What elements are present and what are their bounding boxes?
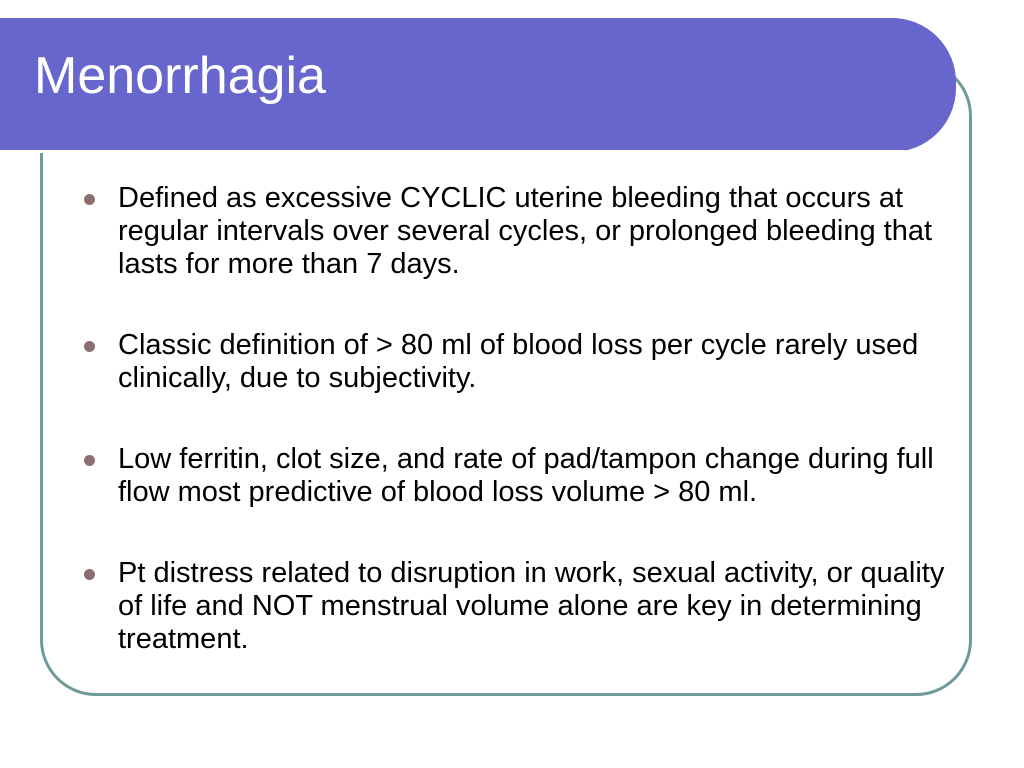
bullet-text: Defined as excessive CYCLIC uterine bleeding that occurs at regular intervals over several cycles, or prolonged bleeding that lasts for more than 7 days. [118, 182, 933, 280]
bullet-text: Low ferritin, clot size, and rate of pad/tampon change during full flow most predictive of blood loss volume > 80 ml. [118, 443, 934, 508]
bullet-item-3 [84, 443, 954, 509]
bullet-dot-icon [84, 455, 95, 466]
bullet-dot-icon [84, 341, 95, 352]
bullet-text: Pt distress related to disruption in work, sexual activity, or quality of life and NOT menstrual volume alone are key in determining treatment. [118, 557, 945, 655]
bullet-dot-icon [84, 569, 95, 580]
bullet-text: Classic definition of > 80 ml of blood loss per cycle rarely used clinically, due to subjectivity. [118, 329, 919, 394]
bullet-dot-icon [84, 194, 95, 205]
title-underline [0, 150, 905, 153]
slide-title: Menorrhagia [34, 47, 326, 105]
bullet-list [84, 182, 954, 656]
bullet-item-2 [84, 329, 954, 395]
bullet-item-1 [84, 182, 954, 281]
bullet-item-4 [84, 557, 954, 656]
